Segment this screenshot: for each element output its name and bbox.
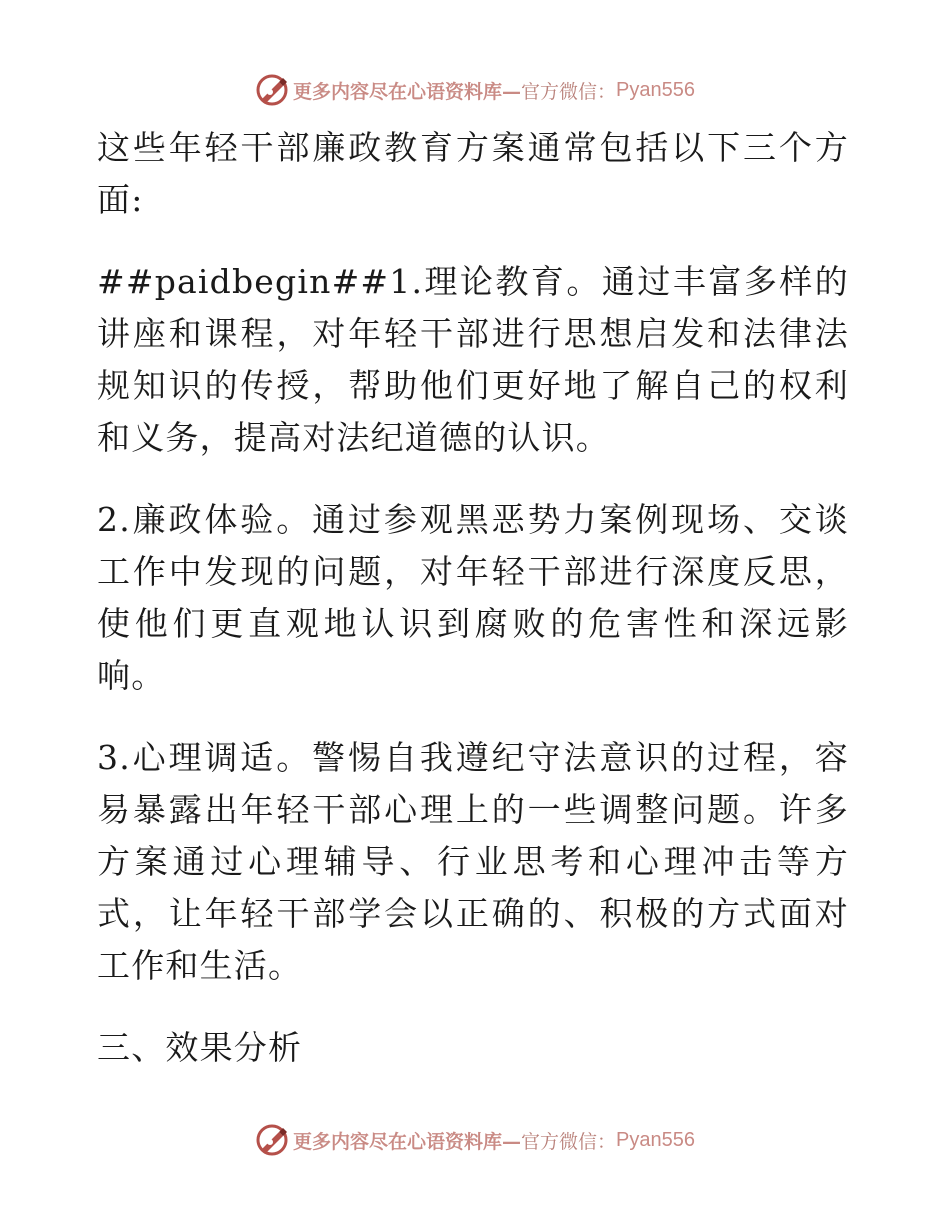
banner-text: 更多内容尽在心语资料库—: [293, 1130, 522, 1153]
footer-banner: [0, 1120, 950, 1160]
paragraph-theory-education: ##paidbegin##1.理论教育。通过丰富多样的讲座和课程，对年轻干部进行思想启发和法律法规知识的传授，帮助他们更好地了解自己的权利和义务，提高对法纪道德的认识。: [97, 262, 849, 457]
banner-wechat-id: Pyan556: [616, 1128, 695, 1151]
banner-wechat-label: 官方微信：: [521, 80, 617, 103]
pen-logo-icon: [255, 73, 289, 107]
paragraph-integrity-experience: 2.廉政体验。通过参观黑恶势力案例现场、交谈工作中发现的问题，对年轻干部进行深度反思，使他们更直观地认识到腐败的危害性和深远影响。: [97, 500, 849, 695]
paragraph-psychological-adjustment: 3.心理调适。警惕自我遵纪守法意识的过程，容易暴露出年轻干部心理上的一些调整问题。许多方案通过心理辅导、行业思考和心理冲击等方式，让年轻干部学会以正确的、积极的方式面对工作和生活。: [97, 738, 849, 985]
paragraph-intro: 这些年轻干部廉政教育方案通常包括以下三个方面:: [97, 128, 849, 219]
banner-wechat-id: Pyan556: [616, 78, 695, 101]
banner-wechat-label: 官方微信：: [521, 1130, 617, 1153]
document-body: [97, 122, 849, 1104]
banner-text: 更多内容尽在心语资料库—: [293, 80, 522, 103]
section-heading-effect-analysis: 三、效果分析: [97, 1028, 303, 1067]
header-banner: [0, 70, 950, 110]
pen-logo-icon: [255, 1123, 289, 1157]
